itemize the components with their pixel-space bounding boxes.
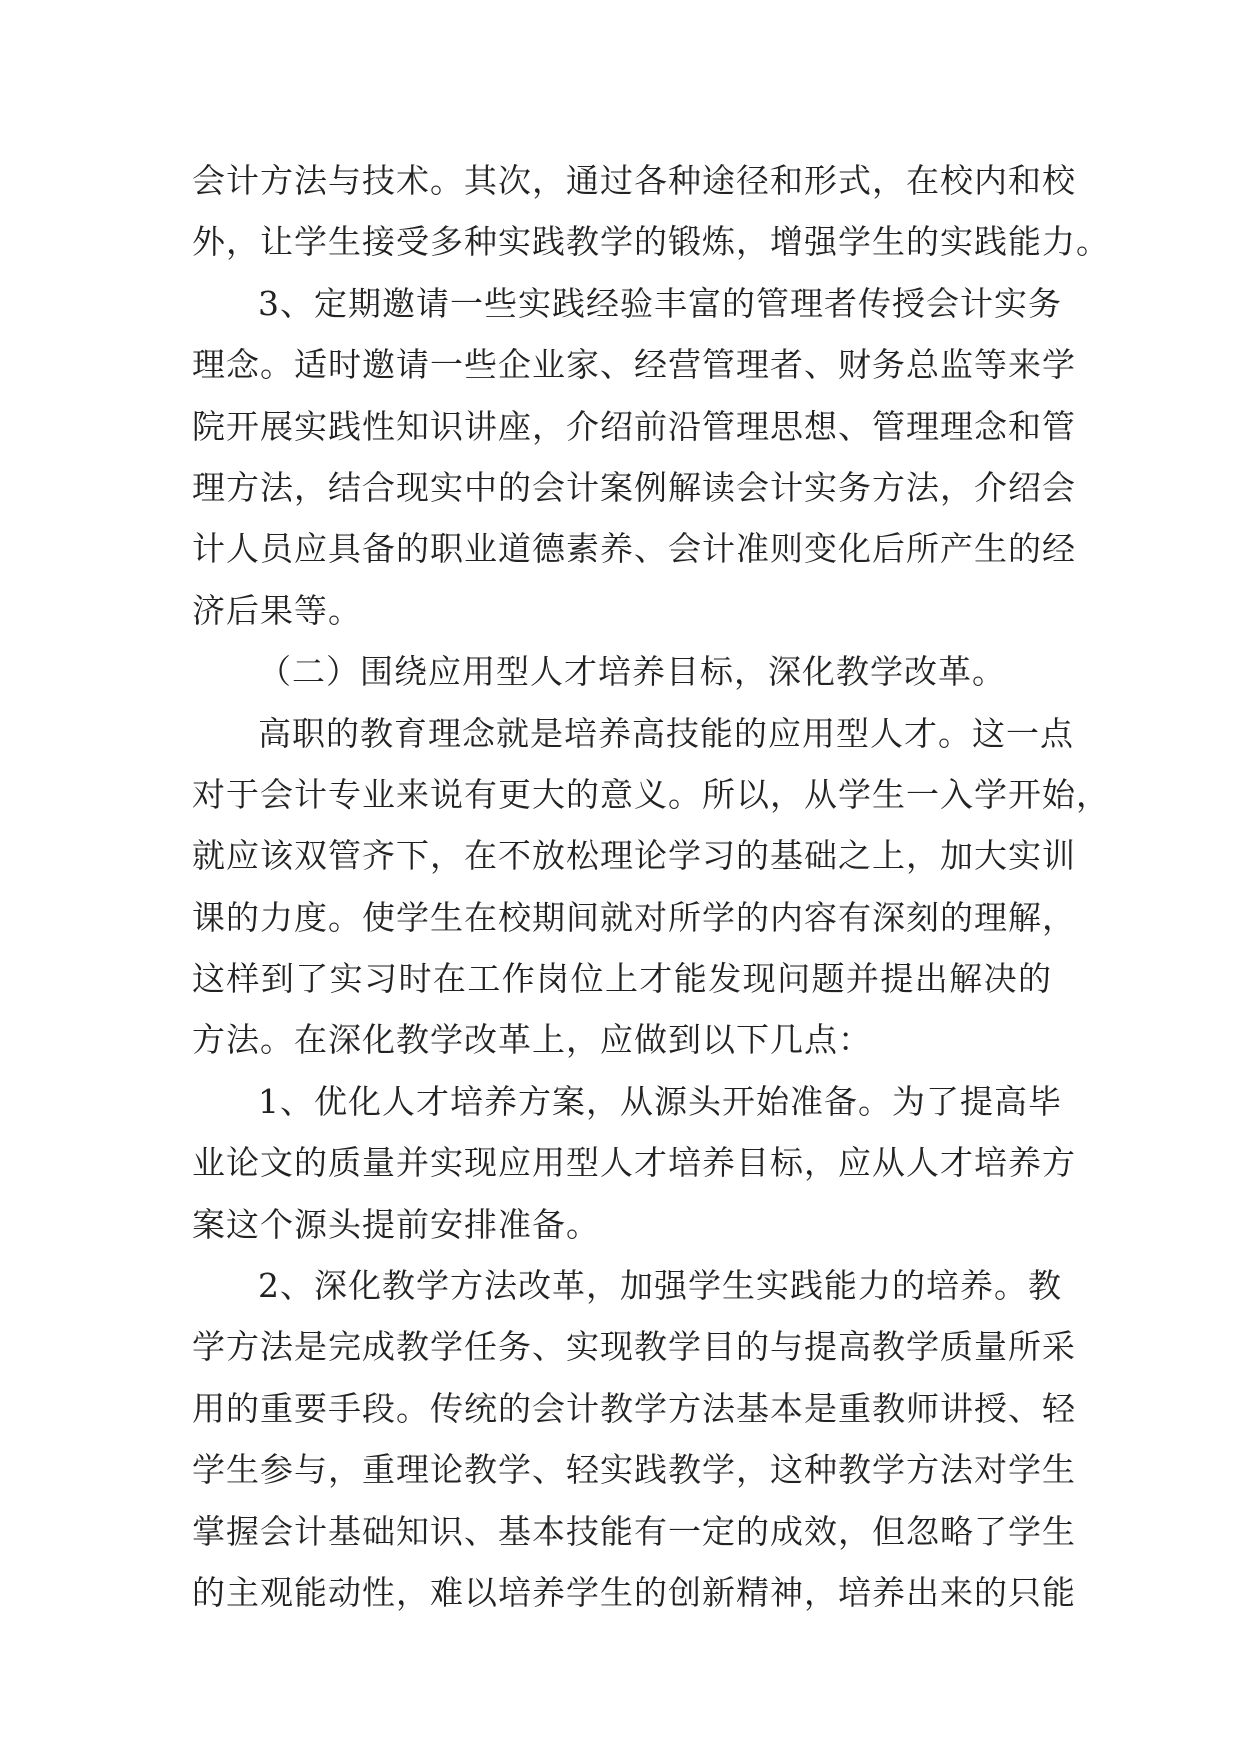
text-line: 院开展实践性知识讲座，介绍前沿管理思想、管理理念和管 [192,406,1076,446]
text-line: 这样到了实习时在工作岗位上才能发现问题并提出解决的 [192,959,1052,999]
body-text [192,150,1110,1623]
text-line: 就应该双管齐下，在不放松理论学习的基础之上，加大实训 [192,836,1076,876]
text-line: 用的重要手段。传统的会计教学方法基本是重教师讲授、轻 [192,1388,1076,1428]
text-line: 计人员应具备的职业道德素养、会计准则变化后所产生的经 [192,529,1076,569]
text-line: 对于会计专业来说有更大的意义。所以，从学生一入学开始， [192,774,1110,814]
text-line: 济后果等。 [192,590,362,630]
text-line: 1、优化人才培养方案，从源头开始准备。为了提高毕 [258,1081,1062,1121]
text-line: 理念。适时邀请一些企业家、经营管理者、财务总监等来学 [192,345,1076,385]
text-line: 高职的教育理念就是培养高技能的应用型人才。这一点 [258,713,1074,753]
text-line: 方法。在深化教学改革上，应做到以下几点： [192,1020,872,1060]
text-line: 外，让学生接受多种实践教学的锻炼，增强学生的实践能力。 [192,222,1110,262]
text-line: 学生参与，重理论教学、轻实践教学，这种教学方法对学生 [192,1450,1076,1490]
section-heading: （二）围绕应用型人才培养目标，深化教学改革。 [258,652,1006,692]
text-line: 课的力度。使学生在校期间就对所学的内容有深刻的理解， [192,897,1076,937]
text-line: 的主观能动性，难以培养学生的创新精神，培养出来的只能 [192,1572,1076,1612]
text-line: 会计方法与技术。其次，通过各种途径和形式，在校内和校 [192,161,1076,200]
text-line: 理方法，结合现实中的会计案例解读会计实务方法，介绍会 [192,467,1076,507]
text-line: 2、深化教学方法改革，加强学生实践能力的培养。教 [258,1266,1062,1306]
text-line: 业论文的质量并实现应用型人才培养目标，应从人才培养方 [192,1143,1076,1183]
text-line: 案这个源头提前安排准备。 [192,1204,600,1244]
text-line: 掌握会计基础知识、基本技能有一定的成效，但忽略了学生 [192,1511,1076,1551]
text-line: 3、定期邀请一些实践经验丰富的管理者传授会计实务 [258,283,1062,323]
text-line: 学方法是完成教学任务、实现教学目的与提高教学质量所采 [192,1327,1076,1367]
